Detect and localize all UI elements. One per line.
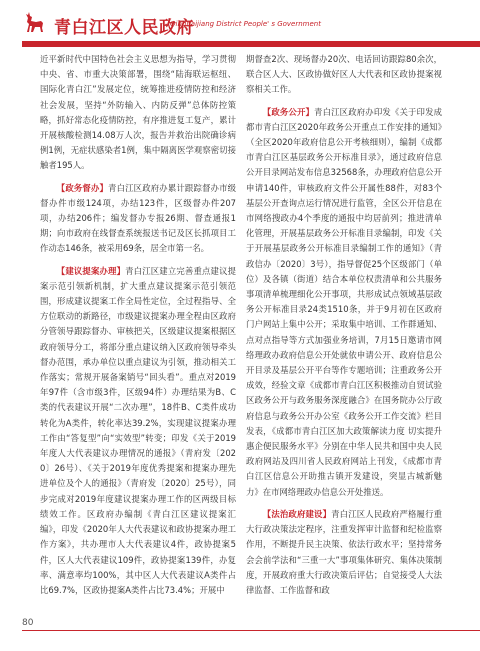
paragraph bbox=[40, 181, 236, 257]
paragraph: 期督查2次、现场督办20次、电话回访跟踪80余次，联合区人大、区政协做好区人大代表和区政协提案视察相关工作。 bbox=[246, 54, 442, 95]
paragraph bbox=[246, 507, 442, 598]
site-subtitle: Qingbaijiang District People' s Government bbox=[170, 20, 321, 28]
right-column bbox=[246, 52, 442, 605]
section-tag: 【法治政府建设】 bbox=[262, 508, 332, 519]
left-column bbox=[40, 52, 236, 605]
page-number: 80 bbox=[22, 618, 34, 628]
section-tag: 【政务督办】 bbox=[56, 182, 109, 193]
header-rule bbox=[22, 41, 480, 47]
paragraph bbox=[246, 105, 442, 500]
paragraph-text: 青白江区政府办印发《关于印发成都市青白江区2020年政务公开重点工作安排的通知》（全区2020年政府信息公开考核细则），编制《成都市青白江区基层政务公开标准目录》，通过政府信息公开目录网站发布信息32568条，办理政府信息公开申请140件，审核政府文件公开属性88件，对83个基层公开查询点运行情况进行监管，全区公开信息在市网络搜政办4个季度的通报中均居前列；推进清单化管理，开展基层政务公开标准目录编制，印发《关于开展基层政务公开标准目录编制工作的通知》（青政信办〔2020〕3号），指导督促25个区级部门（单位）及各镇（街道）结合本单位权责清单和公共服务事项清单梳理细化公开事项，共形成试点领域基层政务公开标准目录24类1510条，并于9月初在区政府门户网站上集中公开；采取集中培训、工作群通知、点对点指导等方式加强业务培训，7月15日邀请市网络理政办政府信息公开处就依申请公开、政府信息公开目录及基层公开平台等作专题培训；注重政务公开成效，经验文章《成都市青白江区积极推动自贸试验区政务公开与政务服务深度融合》在国务院办公厅政府信息与政务公开办公室《政务公开工作交流》栏目发表，《成都市青白江区加大政策解读力度 切实提升惠企便民服务水平》分别在中华人民共和国中央人民政府网站及四川省人民政府网站上刊发，《成都市青白江区信息公开助推古镇开发建设，突显古城新魅力》在市网络理政办信息公开处推送。 bbox=[246, 106, 443, 497]
section-tag: 【政务公开】 bbox=[262, 106, 315, 117]
footer-rule bbox=[22, 630, 480, 631]
paragraph-text: 青白江区建立完善重点建议提案示范引领新机制，扩大重点建议提案示范引领范围，形成建议提案工作全局性定位，全过程指导、全方位联动的新路径，市级建议提案办理全程由区政府分管领导跟踪督办、审核把关，区级建议提案根据区政府领导分工，将部分重点建议纳入区政府领导牵头督办范围，承办单位以重点建议为引领，推动相关工作落实；常规开展备案销号“回头看”。重点对2019年97件（含市级3件，区级94件）办理结果为B、C类的代表建议开展“二次办理”，18件B、C类件成功转化为A类件，转化率达39.2%，实现建议提案办理工作由“答复型”向“实效型”转变；印发《关于2019年度人大代表建议办理情况的通报》（青府发〔2020〕26号）、《关于2019年度优秀提案和提案办理先进单位及个人的通报》（青府发〔2020〕25号），同步完成对2019年度建议提案办理工作的区两级目标绩效工作。区政府办编制《青白江区建议提案汇编》，印发《2020年人大代表建议和政协提案办理工作方案》，共办理市人大代表建议4件，政协提案5件，区人大代表建议109件，政协提案139件，办复率、满意率均100%，其中区人大代表建议A类件占比69.7%，区政协提案A类件占比73.4%；开展中 bbox=[40, 265, 237, 595]
deer-logo-icon bbox=[22, 10, 48, 36]
site-title: 青白江区人民政府 bbox=[54, 18, 194, 38]
paragraph-text: 青白江区人民政府严格履行重大行政决策法定程序，注重发挥审计监督和纪检监察作用，不断提升民主决策、依法行政水平；坚持常务会会前学法和“三重一大”事项集体研究、集体决策制度，开展政府重大行政决策后评估；自觉接受人大法律监督、工作监督和政 bbox=[246, 508, 443, 595]
paragraph-text: 青白江区政府办累计跟踪督办市级督办件市级124项，办结123件，区级督办件207项，办结206件；编发督办专报26期、督查通报1期；向市政府在线督查系统报送书记及区长抓项目工作动态146条，被采用69条，居全市第一名。 bbox=[40, 182, 237, 254]
paragraph: 近平新时代中国特色社会主义思想为指导，学习贯彻中央、省、市重大决策部署，围绕“陆海联运枢纽、国际化青白江”发展定位，统筹推进疫情防控和经济社会发展，坚持“外防输入、内防反弹”总体防控策略，抓好常态化疫情防控，有序推进复工复产，累计开展核酸检测14.08万人次，报告并救治出院确诊病例1例，无症状感染者1例，集中隔离医学观察密切接触者195人。 bbox=[40, 54, 236, 171]
paragraph bbox=[40, 264, 236, 598]
section-tag: 【建议提案办理】 bbox=[56, 265, 126, 276]
page-header bbox=[0, 0, 480, 50]
